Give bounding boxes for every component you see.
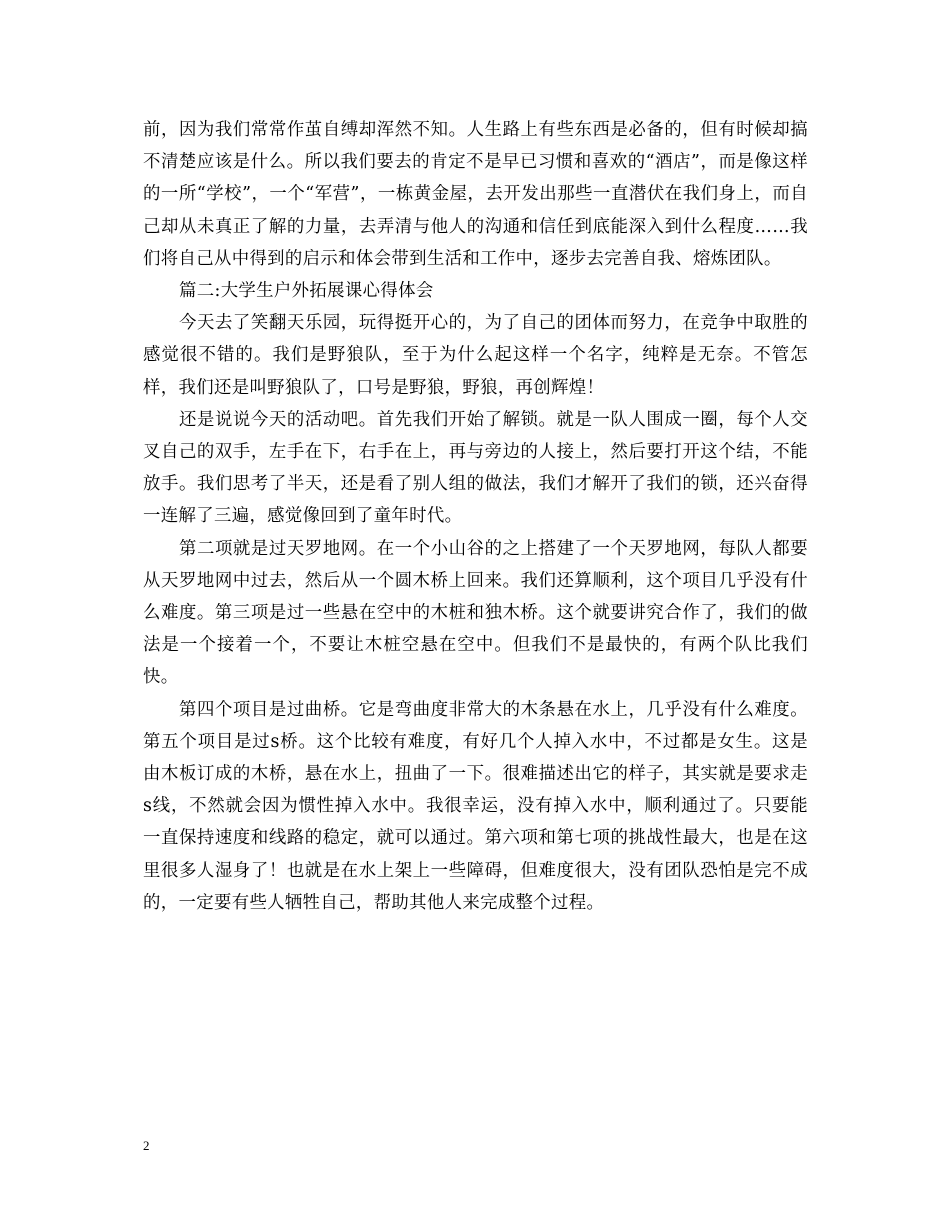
- paragraph-unlock-activity: 还是说说今天的活动吧。首先我们开始了解锁。就是一队人围成一圈，每个人交叉自己的双手，左手在下，右手在上，再与旁边的人接上，然后要打开这个结，不能放手。我们思考了半天，还是看了别人组的做法，我们才解开了我们的锁，还兴奋得一连解了三遍，感觉像回到了童年时代。: [143, 409, 808, 527]
- paragraph-intro-continuation: 前，因为我们常常作茧自缚却浑然不知。人生路上有些东西是必备的，但有时候却搞不清楚应该是什么。所以我们要去的肯定不是早已习惯和喜欢的“酒店”，而是像这样的一所“学校”，一个“军营”，一栋黄金屋，去开发出那些一直潜伏在我们身上，而自己却从未真正了解的力量，去弄清与他人的沟通和信任到底能深入到什么程度……我们将自己从中得到的启示和体会带到生活和工作中，逐步去完善自我、熔炼团队。: [143, 120, 808, 269]
- page-number: 2: [143, 1138, 150, 1153]
- paragraph-today: 今天去了笑翻天乐园，玩得挺开心的，为了自己的团体而努力，在竞争中取胜的感觉很不错的。我们是野狼队，至于为什么起这样一个名字，纯粹是无奈。不管怎样，我们还是叫野狼队了，口号是野狼，野狼，再创辉煌！: [143, 313, 808, 398]
- document-body: [143, 114, 808, 919]
- paragraph-bridge-activity: 第四个项目是过曲桥。它是弯曲度非常大的木条悬在水上，几乎没有什么难度。第五个项目是过s桥。这个比较有难度，有好几个人掉入水中，不过都是女生。这是由木板订成的木桥，悬在水上，扭曲了一下。很难描述出它的样子，其实就是要求走s线，不然就会因为惯性掉入水中。我很幸运，没有掉入水中，顺利通过了。只要能一直保持速度和线路的稳定，就可以通过。第六项和第七项的挑战性最大，也是在这里很多人湿身了！也就是在水上架上一些障碍，但难度很大，没有团队恐怕是完不成的，一定要有些人牺牲自己，帮助其他人来完成整个过程。: [143, 699, 808, 913]
- section-heading: 篇二:大学生户外拓展课心得体会: [179, 281, 434, 302]
- paragraph-net-activity: 第二项就是过天罗地网。在一个小山谷的之上搭建了一个天罗地网，每队人都要从天罗地网中过去，然后从一个圆木桥上回来。我们还算顺利，这个项目几乎没有什么难度。第三项是过一些悬在空中的木桩和独木桥。这个就要讲究合作了，我们的做法是一个接着一个，不要让木桩空悬在空中。但我们不是最快的，有两个队比我们快。: [143, 538, 808, 688]
